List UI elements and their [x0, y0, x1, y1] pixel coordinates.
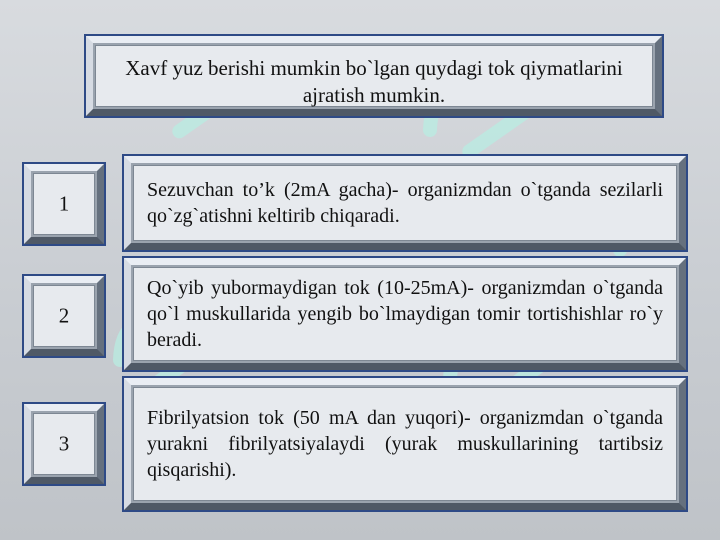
- slide-title: Xavf yuz berishi mumkin bo`lgan quydagi tok qiymatlarini ajratish mumkin.: [125, 56, 623, 107]
- item-box-face: [133, 387, 677, 501]
- item-text-1: Sezuvchan to’k (2mA gacha)- organizmdan o`tganda sezilarli qo`zg`atishni keltirib chiqaradi.: [147, 179, 663, 227]
- number-box-face: [33, 285, 95, 347]
- item-number-2: 2: [58, 303, 70, 328]
- item-number-3: 3: [58, 431, 70, 456]
- number-box-1: [24, 164, 104, 244]
- item-box-1: [124, 156, 686, 250]
- number-box-3: [24, 404, 104, 484]
- item-text-3: Fibrilyatsion tok (50 mA dan yuqori)- organizmdan o`tganda yurakni fibrilyatsiyalaydi (yurak muskullarining tartibsiz qisqarishi).: [147, 407, 663, 481]
- item-box-face: [133, 165, 677, 241]
- title-box-face: [95, 45, 653, 107]
- number-box-face: [33, 173, 95, 235]
- item-text-2: Qo`yib yubormaydigan tok (10-25mA)- organizmdan o`tganda qo`l muskullarida yengib bo`lmaydigan tomir tortishishlar ro`y beradi.: [147, 277, 663, 351]
- item-box-2: [124, 258, 686, 370]
- item-box-face: [133, 267, 677, 361]
- number-box-face: [33, 413, 95, 475]
- title-box: [86, 36, 662, 116]
- item-box-3: [124, 378, 686, 510]
- item-number-1: 1: [58, 191, 70, 216]
- number-box-2: [24, 276, 104, 356]
